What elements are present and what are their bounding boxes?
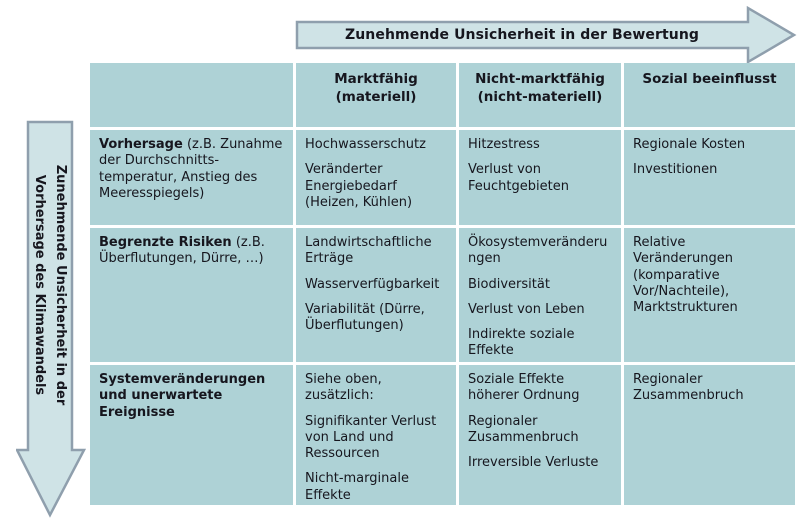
row-label-systemveraenderungen [90, 365, 293, 505]
cell-vorhersage-nicht-marktfaehig [459, 130, 621, 225]
cell-risiken-marktfaehig [296, 228, 456, 362]
matrix-table [90, 63, 795, 505]
top-arrow-label: Zunehmende Unsicherheit in der Bewertung [344, 27, 700, 43]
cell-risiken-sozial [624, 228, 795, 362]
cell-item: Regionale Kosten [633, 137, 746, 152]
cell-item: Landwirtschaftliche Erträge [305, 235, 432, 267]
cell-risiken-nicht-marktfaehig [459, 228, 621, 362]
row-label-vorhersage [90, 130, 293, 225]
cell-item: Regionaler Zusammenbruch [633, 372, 744, 404]
cell-item: Biodiversität [468, 276, 550, 292]
cell-item: Variabilität (Dürre, Überflutungen) [305, 301, 425, 333]
row-label-bold: Systemveränderungen und unerwartete Ereignisse [99, 372, 266, 420]
header-cell-empty [90, 63, 293, 127]
row-label-bold: Begrenzte Risiken [99, 235, 232, 250]
left-arrow-label-line1: Zunehmende Unsicherheit in der [53, 164, 68, 406]
cell-system-nicht-marktfaehig [459, 365, 621, 505]
cell-item: Soziale Effekte höherer Ordnung [468, 372, 580, 404]
cell-item: Irreversible Verluste [468, 455, 599, 470]
cell-item: Regionaler Zusammenbruch [468, 413, 579, 445]
row-label-begrenzte-risiken [90, 228, 293, 362]
cell-item: Hochwasserschutz [305, 137, 426, 152]
cell-item: Nicht-marginale Effekte [305, 471, 409, 503]
cell-system-sozial [624, 365, 795, 505]
cell-item: Verlust von Feuchtgebieten [468, 162, 569, 194]
column-header-marktfaehig: Marktfähig (materiell) [296, 63, 456, 127]
cell-item: Hitzestress [468, 137, 540, 152]
column-header-nicht-marktfaehig: Nicht-marktfähig (nicht-materiell) [459, 63, 621, 127]
cell-item: Veränderter Energiebedarf (Heizen, Kühlen) [305, 162, 413, 210]
left-arrow-label [28, 115, 72, 455]
row-label-rest: (z.B. Überflutungen, Dürre, …) [99, 235, 265, 267]
cell-item: Verlust von Leben [468, 301, 585, 317]
row-label-bold: Vorhersage [99, 137, 183, 152]
cell-item: Indirekte soziale Effekte [468, 327, 575, 359]
cell-item: Wasserverfügbarkeit [305, 276, 440, 292]
cell-vorhersage-sozial [624, 130, 795, 225]
cell-item: Signifikanter Verlust von Land und Ressourcen [305, 413, 437, 461]
left-arrow-label-line2: Vorhersage des Klimawandels [32, 174, 47, 396]
cell-item: Relative Veränderungen (komparative Vor/Nachteile), Marktstrukturen [633, 235, 738, 315]
cell-item: Ökosystemveränderungen [468, 235, 608, 267]
column-header-sozial-beeinflusst: Sozial beeinflusst [624, 63, 795, 127]
cell-system-marktfaehig [296, 365, 456, 505]
cell-vorhersage-marktfaehig [296, 130, 456, 225]
cell-item: Siehe oben, zusätzlich: [305, 372, 382, 404]
cell-item: Investitionen [633, 162, 718, 178]
row-label-rest: (z.B. Zunahme der Durchschnitts-temperatur, Anstieg des Meeresspiegels) [99, 137, 283, 201]
